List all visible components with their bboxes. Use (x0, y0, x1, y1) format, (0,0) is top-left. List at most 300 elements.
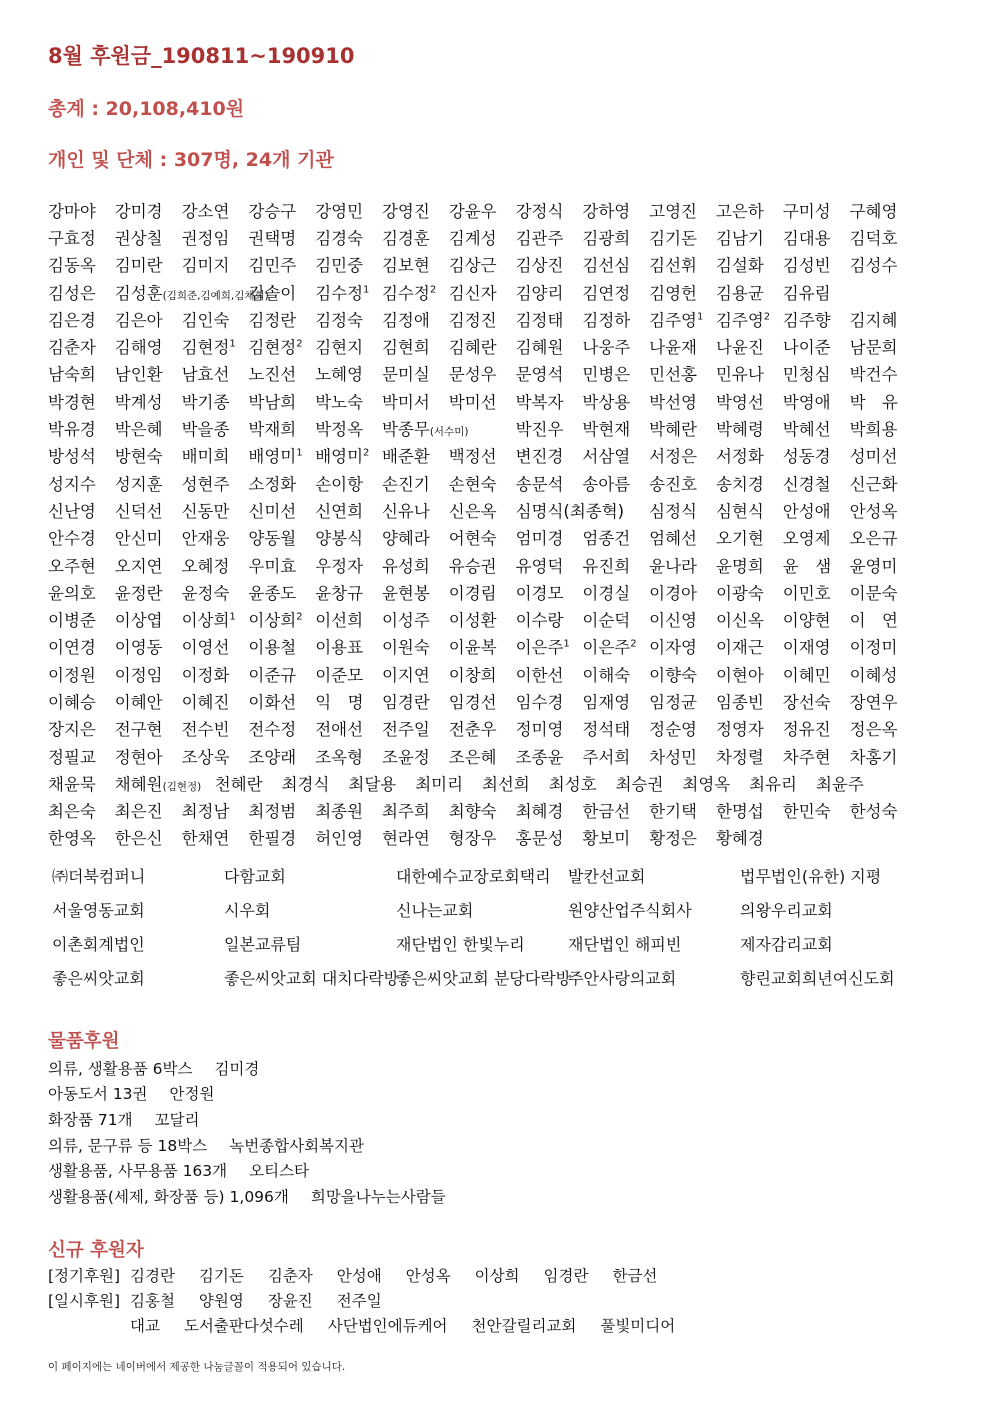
donor-name (382, 607, 449, 631)
donor-name-text: 김대용 (782, 228, 831, 248)
donor-name (716, 825, 783, 849)
new-donor-name: 이상희 (474, 1266, 520, 1285)
donor-name (582, 252, 649, 276)
donor-name-text: 이한선 (515, 665, 564, 685)
donor-name (850, 361, 917, 385)
donor-name-text: 안신미 (114, 529, 163, 549)
donor-name-text: 임종빈 (715, 692, 764, 712)
goods-item (48, 1081, 446, 1107)
donor-name-note: (김현정) (162, 780, 202, 793)
donor-name (649, 525, 716, 549)
donor-name-text: 장선숙 (782, 692, 831, 712)
goods-item-donor: 오티스타 (249, 1162, 310, 1181)
donor-name-text: 남효선 (181, 365, 230, 385)
donor-name-text: 방현숙 (114, 447, 163, 467)
donor-name-text: 최정남 (181, 802, 230, 822)
donor-name (649, 361, 716, 385)
donor-name (115, 252, 182, 276)
new-regular-line (48, 1262, 699, 1287)
donor-name-text: 임정균 (649, 692, 697, 712)
donor-name-text: 나이준 (782, 338, 831, 358)
donor-name-text: 권상칠 (114, 228, 163, 248)
donor-name-text: 차성민 (649, 747, 697, 767)
donor-name-text: 안재웅 (181, 529, 230, 549)
name-row (48, 469, 948, 496)
donor-name (582, 634, 649, 658)
donor-name-text: 정영자 (715, 720, 764, 740)
donor-name-text: 채혜원 (114, 774, 163, 794)
donor-name-text: 강하영 (582, 201, 631, 221)
donor-name-text: 윤종도 (248, 583, 297, 603)
donor-name-text: 권택명 (248, 228, 297, 248)
donor-name-text: 이경림 (448, 583, 497, 603)
donor-name (582, 744, 649, 768)
donor-name-text: 박상용 (582, 392, 631, 412)
donor-name (315, 798, 382, 822)
donor-name (850, 607, 917, 631)
donor-name-text: 성동경 (782, 447, 831, 467)
donor-name (315, 553, 382, 577)
donor-name-text: 천혜란 (214, 774, 263, 794)
donor-name-text: 양동월 (248, 529, 297, 549)
name-row (48, 824, 948, 851)
donor-name-text: 김영헌 (649, 283, 697, 303)
goods-item-donor: 희망을나누는사람들 (310, 1187, 446, 1206)
donor-name-text: 문영석 (515, 365, 564, 385)
donor-name-text: 김정태 (515, 310, 564, 330)
organization-grid (52, 858, 932, 994)
donor-name (716, 361, 783, 385)
donor-name-text: 이지연 (381, 665, 430, 685)
donor-name (582, 471, 649, 495)
organization-name: 의왕우리교회 (740, 900, 833, 920)
donor-name-text: 김성빈 (782, 256, 831, 276)
donor-name (48, 580, 115, 604)
donor-name-text: 안성옥 (849, 501, 898, 521)
donor-name-text: 송치경 (715, 474, 764, 494)
donor-name (783, 198, 850, 222)
donor-name-text: 임경란 (381, 692, 430, 712)
donor-name-text: 김양리 (515, 283, 564, 303)
donor-name (115, 716, 182, 740)
donor-name-text: 이혜승 (48, 692, 96, 712)
goods-item-donor: 녹번종합사회복지관 (229, 1136, 364, 1155)
donor-name-text: 윤명희 (715, 556, 764, 576)
donor-name (315, 716, 382, 740)
donor-name (115, 580, 182, 604)
donor-name (516, 825, 583, 849)
donor-name (382, 225, 449, 249)
donor-name (315, 580, 382, 604)
donor-name-text: 김춘자 (48, 338, 96, 358)
name-row (48, 278, 948, 305)
new-donor-name: 임경란 (543, 1266, 589, 1285)
goods-section-title: 물품후원 (48, 1031, 120, 1052)
donor-name-index: 1 (363, 284, 370, 296)
donor-name (449, 498, 516, 522)
new-donor-name: 양원영 (198, 1291, 244, 1310)
donor-name (248, 443, 315, 467)
donor-name-text: 김성훈 (114, 283, 163, 303)
name-row (48, 524, 948, 551)
donor-name-text: 김보현 (381, 256, 430, 276)
donor-name (449, 798, 516, 822)
donor-name-text: 전주일 (381, 720, 430, 740)
donor-name (716, 252, 783, 276)
donor-name-text: 강영민 (315, 201, 364, 221)
donor-name (315, 662, 382, 686)
donor-name (449, 662, 516, 686)
donor-name-grid (48, 196, 948, 851)
donor-name-text: 유성희 (381, 556, 430, 576)
new-once-line-2 (48, 1312, 699, 1337)
donor-name (850, 307, 917, 331)
donor-name (115, 744, 182, 768)
donor-name (649, 443, 716, 467)
donor-name-text: 한필경 (248, 829, 297, 849)
donor-name-text: 남숙희 (48, 365, 96, 385)
donor-name-text: 이영동 (114, 638, 163, 658)
donor-name-text: 허인영 (315, 829, 364, 849)
donor-name (850, 416, 917, 440)
donor-name (716, 389, 783, 413)
donor-name-text: 김현정 (181, 338, 230, 358)
goods-item-desc: 생활용품, 사무용품 163개 (48, 1162, 228, 1181)
donor-name-text: 한은신 (114, 829, 163, 849)
donor-name (315, 280, 382, 304)
donor-name-index: 1 (229, 338, 236, 350)
donor-name-text: 김민중 (315, 256, 364, 276)
donor-name-text: 노혜영 (315, 365, 364, 385)
donor-name-text: 심정식 (649, 501, 697, 521)
donor-name (248, 334, 315, 358)
donor-name (182, 607, 249, 631)
donor-name (516, 416, 583, 440)
donor-name (582, 689, 649, 713)
donor-name-text: 최윤주 (815, 774, 864, 794)
donor-name (449, 443, 516, 467)
donor-name (48, 744, 115, 768)
donor-name (449, 744, 516, 768)
new-donor-name: 김경란 (130, 1266, 175, 1285)
donor-name (716, 225, 783, 249)
donor-name (783, 252, 850, 276)
donor-name (382, 280, 449, 304)
name-row (48, 742, 948, 769)
donor-name-text: 임재영 (582, 692, 631, 712)
donor-name-text: 김설화 (715, 256, 764, 276)
donor-name (516, 607, 583, 631)
donor-name (783, 471, 850, 495)
donor-name-text: 배영미 (315, 447, 364, 467)
donor-name-index: 2 (429, 284, 437, 296)
goods-item-desc: 의류, 문구류 등 18박스 (48, 1136, 208, 1155)
donor-name-text: 이병준 (48, 611, 96, 631)
donor-name (582, 716, 649, 740)
donor-name (582, 798, 649, 822)
donor-name-text: 송진호 (649, 474, 697, 494)
name-row (48, 223, 948, 250)
goods-item (48, 1106, 446, 1132)
donor-name-text: 박희용 (849, 420, 898, 440)
donor-name-text: 윤나라 (649, 556, 697, 576)
donor-name (850, 798, 917, 822)
donor-name (315, 634, 382, 658)
donor-name-text: 조종윤 (515, 747, 564, 767)
donor-name (115, 443, 182, 467)
donor-name-text: 이준모 (315, 665, 364, 685)
donor-name (248, 225, 315, 249)
donor-name (649, 280, 716, 304)
name-row (48, 769, 948, 796)
organization-name: 시우회 (224, 900, 271, 920)
donor-name (182, 798, 249, 822)
donor-name-text: 황보미 (582, 829, 631, 849)
donor-name (516, 689, 583, 713)
donor-name-index: 1 (229, 611, 236, 623)
donor-name (315, 825, 382, 849)
organization-name: 재단법인 한빛누리 (396, 934, 525, 954)
donor-name (850, 389, 917, 413)
donor-name-text: 나윤재 (649, 338, 697, 358)
donor-name-text: 강정식 (515, 201, 564, 221)
donor-name (182, 498, 249, 522)
donor-name (315, 443, 382, 467)
donor-name-text: 민청심 (782, 365, 831, 385)
donor-name-text: 나윤진 (715, 338, 764, 358)
donor-name (783, 225, 850, 249)
donor-name (449, 553, 516, 577)
donor-name-text: 안성애 (782, 501, 831, 521)
donor-name (516, 662, 583, 686)
donor-name (382, 443, 449, 467)
new-donor-name: 한금선 (612, 1266, 658, 1285)
donor-name (382, 252, 449, 276)
donor-name-text: 오영제 (782, 529, 831, 549)
donor-name (382, 471, 449, 495)
donor-name (582, 416, 649, 440)
donor-name (850, 689, 917, 713)
donor-name-text: 이경모 (515, 583, 564, 603)
donor-name-text: 강마야 (48, 201, 96, 221)
donor-name (115, 416, 182, 440)
donor-name (449, 252, 516, 276)
donor-name (649, 389, 716, 413)
donor-name-text: 남인환 (114, 365, 163, 385)
donor-name (516, 471, 583, 495)
donor-name-text: 이정원 (48, 665, 96, 685)
donor-name-text: 홍문성 (515, 829, 564, 849)
donor-name-text: 박현재 (582, 420, 631, 440)
donor-name-text: 김주향 (782, 310, 831, 330)
donor-name-text: 유영덕 (515, 556, 564, 576)
donor-name (382, 689, 449, 713)
donor-name (382, 334, 449, 358)
donor-name-text: 주서희 (582, 747, 631, 767)
donor-name-text: 박경현 (48, 392, 96, 412)
donor-name-text: 최은숙 (48, 802, 96, 822)
donor-name (182, 744, 249, 768)
donor-name (649, 825, 716, 849)
donor-name-text: 차주현 (782, 747, 831, 767)
donor-name-text: 이성주 (381, 611, 430, 631)
new-donor-name: 김홍철 (130, 1291, 175, 1310)
donor-name (783, 361, 850, 385)
donor-name (649, 716, 716, 740)
name-row (48, 605, 948, 632)
donor-name-text: 박진우 (515, 420, 564, 440)
donor-name-text: 박영애 (782, 392, 831, 412)
donor-name-text: 최경식 (281, 774, 330, 794)
donor-name-text: 김수정 (381, 283, 430, 303)
donor-name-text: 오지연 (114, 556, 163, 576)
donor-name (449, 634, 516, 658)
donor-name (449, 825, 516, 849)
donor-name-text: 윤의호 (48, 583, 96, 603)
donor-name-text: 이윤복 (448, 638, 497, 658)
donor-name (783, 716, 850, 740)
donor-name (850, 580, 917, 604)
donor-name (182, 307, 249, 331)
goods-item (48, 1132, 446, 1158)
donor-name (382, 389, 449, 413)
donor-name (315, 307, 382, 331)
donor-name-text: 배미희 (181, 447, 230, 467)
donor-name-text: 한명섭 (715, 802, 764, 822)
donor-name (649, 334, 716, 358)
donor-name (48, 825, 115, 849)
donor-name-text: 김주영 (715, 310, 764, 330)
donor-name-text: 전애선 (315, 720, 364, 740)
donor-name-text: 신미선 (248, 501, 297, 521)
donor-name-text: 박은혜 (114, 420, 163, 440)
donor-name-text: 서정화 (715, 447, 764, 467)
donor-name-text: 박남희 (248, 392, 297, 412)
donor-name-text: 최정범 (248, 802, 297, 822)
donor-name (449, 525, 516, 549)
donor-name-text: 김용균 (715, 283, 764, 303)
donor-name (616, 771, 683, 795)
donor-name-text: 김현지 (315, 338, 364, 358)
donor-name-text: 최종원 (315, 802, 364, 822)
donor-name (449, 334, 516, 358)
donor-name (649, 498, 716, 522)
donor-name (516, 798, 583, 822)
donor-name (48, 471, 115, 495)
donor-name (582, 825, 649, 849)
donor-name (382, 662, 449, 686)
donor-name-text: 김계성 (448, 228, 497, 248)
donor-name (48, 416, 115, 440)
donor-name-text: 채윤묵 (48, 774, 96, 794)
donor-name-text: 박을종 (181, 420, 230, 440)
name-row (48, 360, 948, 387)
donor-name-text: 김현희 (381, 338, 430, 358)
donor-name-text: 최달용 (348, 774, 397, 794)
donor-name-text: 박미서 (381, 392, 430, 412)
donor-name (315, 252, 382, 276)
donor-name-text: 이영선 (181, 638, 230, 658)
donor-name (382, 416, 516, 440)
donor-count: 개인 및 단체 : 307명, 24개 기관 (48, 149, 334, 171)
donor-name (48, 716, 115, 740)
new-once-line (48, 1287, 699, 1312)
donor-name (115, 389, 182, 413)
organization-name: ㈜더북컴퍼니 (52, 866, 146, 886)
goods-item (48, 1157, 446, 1183)
donor-name (449, 580, 516, 604)
donor-name-text: 윤정란 (114, 583, 163, 603)
donor-name (182, 416, 249, 440)
donor-name (716, 634, 783, 658)
donor-name (48, 771, 115, 795)
donor-name-text: 신근화 (849, 474, 898, 494)
organization-name: 대한예수교장로회택리 (396, 866, 551, 886)
donor-name (248, 689, 315, 713)
donor-name-text: 성지훈 (114, 474, 163, 494)
donor-name (449, 716, 516, 740)
donor-name (115, 553, 182, 577)
organization-name: 향린교회희년여신도회 (740, 968, 895, 988)
donor-name (315, 744, 382, 768)
donor-name (516, 280, 583, 304)
donor-name (48, 280, 115, 304)
donor-name (749, 771, 816, 795)
donor-name-text: 문미실 (381, 365, 430, 385)
donor-name-text: 최은진 (114, 802, 163, 822)
donor-name (850, 225, 917, 249)
donor-name-text: 이정화 (181, 665, 230, 685)
donor-name (716, 744, 783, 768)
donor-name-text: 김현정 (248, 338, 297, 358)
donor-name (716, 716, 783, 740)
donor-name (48, 334, 115, 358)
donor-name (182, 716, 249, 740)
organization-row (52, 858, 932, 892)
donor-name-text: 이용철 (248, 638, 297, 658)
donor-name-text: 심현식 (715, 501, 764, 521)
name-row (48, 551, 948, 578)
donor-name-text: 장지은 (48, 720, 96, 740)
donor-name (783, 389, 850, 413)
goods-item-donor: 꼬달리 (154, 1110, 200, 1129)
donor-name-text: 이향숙 (649, 665, 697, 685)
donor-name-text: 민병은 (582, 365, 631, 385)
donor-name-text: 소정화 (248, 474, 297, 494)
goods-item-donor: 김미경 (214, 1059, 260, 1078)
donor-name (382, 634, 449, 658)
goods-item-donor: 안정원 (169, 1085, 215, 1104)
donor-name (850, 334, 917, 358)
donor-name (449, 280, 516, 304)
donor-name-text: 박노숙 (315, 392, 364, 412)
organization-row (52, 960, 932, 994)
donor-name-text: 김정애 (381, 310, 430, 330)
new-regular-label: [정기후원] (48, 1266, 120, 1285)
donor-name-text: 김수정 (315, 283, 364, 303)
donor-name-text: 신유나 (381, 501, 430, 521)
donor-name (516, 252, 583, 276)
donor-name (783, 280, 850, 304)
new-donor-name: 대교 (130, 1316, 160, 1335)
donor-name-index: 1 (563, 638, 570, 650)
organization-name: 좋은씨앗교회 대치다락방 (224, 968, 400, 988)
donor-name (449, 307, 516, 331)
name-row (48, 687, 948, 714)
donor-name (716, 525, 783, 549)
donor-name (48, 553, 115, 577)
donor-name (716, 198, 783, 222)
